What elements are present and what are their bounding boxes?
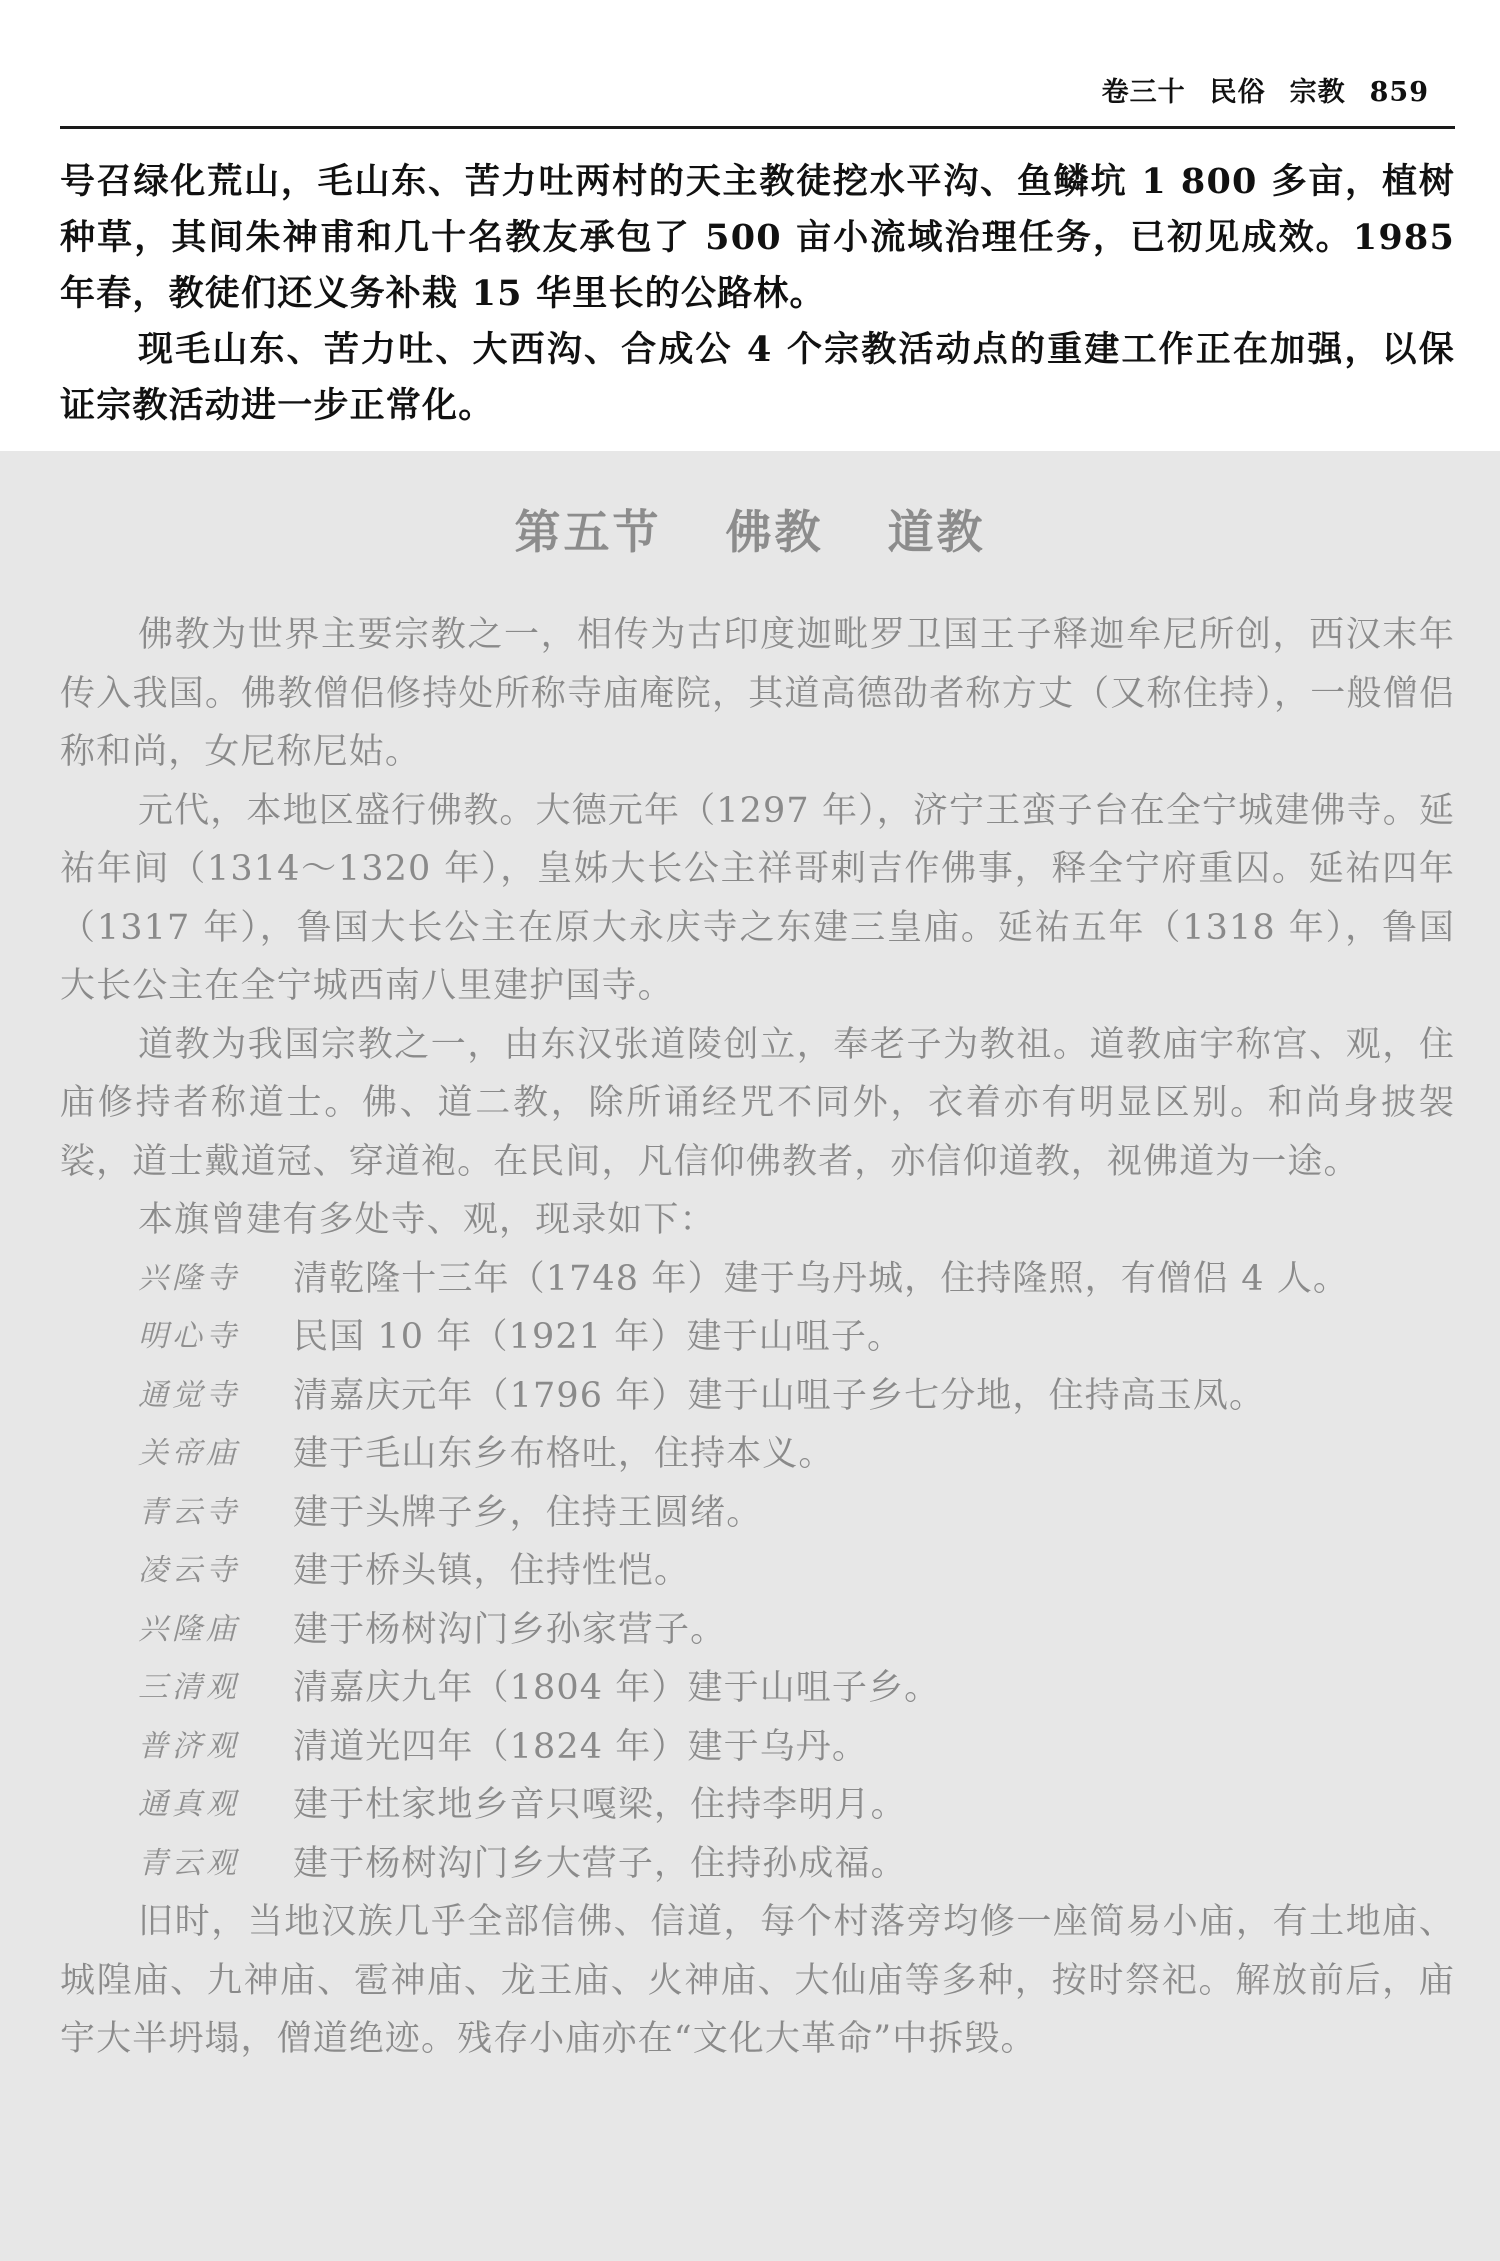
temple-item [60, 1835, 1455, 1894]
temple-description: 建于杜家地乡音只嘎梁，住持李明月。 [293, 1785, 907, 1825]
temple-name: 通觉寺 [138, 1377, 240, 1413]
paragraph-yuan-dynasty: 元代，本地区盛行佛教。大德元年（1297 年），济宁王蛮子台在全宁城建佛寺。延祐年间（1314～1320 年），皇姊大长公主祥哥剌吉作佛事，释全宁府重囚。延祐四年（1317 年），鲁国大长公主在原大永庆寺之东建三皇庙。延祐五年（1318 年），鲁国大长公主在全宁城西南八里建护国寺。 [60, 790, 1455, 1006]
header-section: 民俗 [1209, 77, 1266, 108]
temple-list [60, 1250, 1455, 1894]
temple-item [60, 1659, 1455, 1718]
temple-description: 清嘉庆元年（1796 年）建于山咀子乡七分地，住持高玉凤。 [293, 1375, 1266, 1416]
temple-name: 青云观 [138, 1845, 240, 1881]
header-volume: 卷三十 [1101, 77, 1186, 108]
header-topic: 宗教 [1289, 77, 1346, 108]
paragraph-reconstruction: 现毛山东、苦力吐、大西沟、合成公 4 个宗教活动点的重建工作正在加强，以保证宗教活动进一步正常化。 [60, 329, 1455, 426]
temple-item [60, 1308, 1455, 1367]
temple-description: 建于杨树沟门乡大营子，住持孙成福。 [293, 1843, 907, 1884]
temple-item [60, 1601, 1455, 1660]
page-header [60, 66, 1455, 129]
paragraph-taoism-intro: 道教为我国宗教之一，由东汉张道陵创立，奉老子为教祖。道教庙宇称宫、观，住庙修持者称道士。佛、道二教，除所诵经咒不同外，衣着亦有明显区别。和尚身披袈裟，道士戴道冠、穿道袍。在民间，凡信仰佛教者，亦信仰道教，视佛道为一途。 [60, 1024, 1455, 1182]
temple-item [60, 1367, 1455, 1426]
temple-description: 建于毛山东乡布格吐，住持本义。 [293, 1434, 835, 1474]
paragraph-continued: 号召绿化荒山，毛山东、苦力吐两村的天主教徒挖水平沟、鱼鳞坑 1 800 多亩，植树种草，其间朱神甫和几十名教友承包了 500 亩小流域治理任务，已初见成效。1985 年春，教徒们还义务补栽 15 华里长的公路林。 [60, 161, 1455, 314]
temple-description: 建于杨树沟门乡孙家营子。 [293, 1609, 727, 1650]
temple-description: 建于桥头镇，住持性恺。 [293, 1551, 691, 1591]
section-number: 第五节 [514, 505, 662, 559]
temple-description: 民国 10 年（1921 年）建于山咀子。 [293, 1317, 904, 1357]
temple-item [60, 1250, 1455, 1309]
temple-name: 关帝庙 [138, 1436, 240, 1471]
temple-name: 通真观 [138, 1787, 240, 1822]
shaded-section [0, 451, 1500, 2261]
temple-name: 普济观 [138, 1728, 240, 1764]
temple-name: 兴隆庙 [138, 1611, 240, 1647]
temple-name: 青云寺 [138, 1494, 240, 1530]
temple-name: 三清观 [138, 1670, 240, 1705]
temple-name: 兴隆寺 [138, 1260, 240, 1296]
temple-item [60, 1484, 1455, 1543]
temple-name: 明心寺 [138, 1319, 240, 1354]
temple-item [60, 1542, 1455, 1601]
temple-item [60, 1718, 1455, 1777]
paragraph-closing: 旧时，当地汉族几乎全部信佛、信道，每个村落旁均修一座简易小庙，有土地庙、城隍庙、九神庙、雹神庙、龙王庙、火神庙、大仙庙等多种，按时祭祀。解放前后，庙宇大半坍塌，僧道绝迹。残存小庙亦在“文化大革命”中拆毁。 [60, 1902, 1455, 2059]
temple-description: 清道光四年（1824 年）建于乌丹。 [293, 1726, 868, 1767]
paragraph-buddhism-intro: 佛教为世界主要宗教之一，相传为古印度迦毗罗卫国王子释迦牟尼所创，西汉末年传入我国。佛教僧侣修持处所称寺庙庵院，其道高德劭者称方丈（又称住持），一般僧侣称和尚，女尼称尼姑。 [60, 615, 1455, 772]
section-title-taoism: 道教 [887, 505, 986, 559]
temple-item [60, 1776, 1455, 1835]
section-body [60, 606, 1455, 2069]
page-number: 859 [1369, 77, 1429, 108]
temple-description: 清乾隆十三年（1748 年）建于乌丹城，住持隆照，有僧侣 4 人。 [293, 1258, 1350, 1299]
continued-text [60, 154, 1455, 434]
section-title-buddhism: 佛教 [725, 505, 824, 559]
temple-description: 建于头牌子乡，住持王圆绪。 [293, 1492, 763, 1533]
temple-description: 清嘉庆九年（1804 年）建于山咀子乡。 [293, 1668, 941, 1708]
temple-item [60, 1425, 1455, 1484]
paragraph-list-intro: 本旗曾建有多处寺、观，现录如下： [138, 1200, 716, 1240]
section-heading [0, 496, 1500, 562]
temple-name: 凌云寺 [138, 1553, 240, 1588]
running-header [1078, 70, 1429, 109]
